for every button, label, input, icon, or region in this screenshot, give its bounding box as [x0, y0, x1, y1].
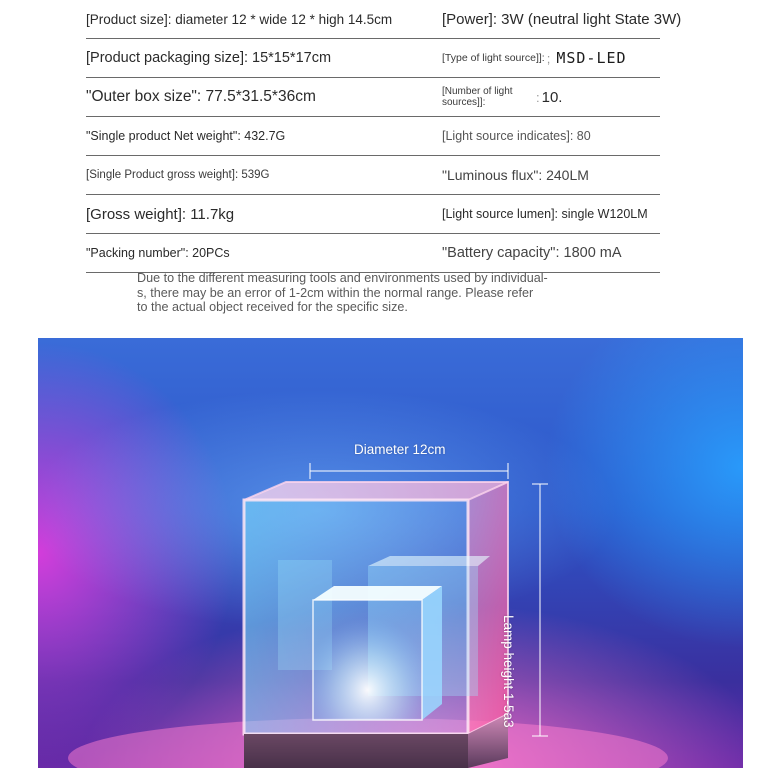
- spec-packaging-size: [Product packaging size]: 15*15*17cm: [86, 50, 332, 66]
- spec-product-size: [Product size]: diameter 12 * wide 12 * high 14.5cm: [86, 11, 393, 27]
- spec-row-gross-weight: [86, 195, 660, 234]
- inner-lit-cube: [313, 586, 442, 720]
- spec-gross-weight: [Gross weight]: 11.7kg: [86, 205, 235, 223]
- spec-light-source-type: [442, 39, 627, 77]
- measurement-disclaimer: [137, 271, 617, 315]
- spec-row-net-weight: [86, 117, 660, 156]
- product-photo: [38, 338, 743, 768]
- cube-lamp-illustration: [38, 338, 743, 768]
- spec-luminous-flux: "Luminous flux": 240LM: [442, 167, 589, 183]
- diameter-label: Diameter 12cm: [354, 442, 446, 457]
- spec-row-outer-box: [86, 78, 660, 117]
- spec-light-source-count-sep: :: [536, 89, 540, 105]
- spec-row-packing-number: [86, 234, 660, 273]
- spec-light-source-lumen: [Light source lumen]: single W120LM: [442, 207, 648, 221]
- disclaimer-line-3: to the actual object received for the specific size.: [137, 300, 408, 314]
- spec-outer-box-size: "Outer box size": 77.5*31.5*36cm: [86, 88, 316, 105]
- spec-light-source-indicates: [Light source indicates]: 80: [442, 129, 591, 143]
- spec-row-packaging-size: [86, 39, 660, 78]
- width-dimension-line: [310, 463, 508, 479]
- spec-power: [Power]: 3W (neutral light State 3W): [442, 10, 682, 28]
- disclaimer-line-2: s, there may be an error of 1-2cm within the normal range. Please refer: [137, 285, 534, 300]
- spec-net-weight: "Single product Net weight": 432.7G: [86, 129, 286, 143]
- spec-table: [86, 0, 682, 273]
- disclaimer-line-1: Due to the different measuring tools and environments used by individual-: [137, 271, 548, 285]
- spec-single-gross-weight: [Single Product gross weight]: 539G: [86, 169, 270, 181]
- height-dimension-line: [532, 484, 548, 736]
- spec-row-product-size: [86, 0, 682, 39]
- lamp-height-label: Lamp height 1-5a3: [501, 615, 516, 728]
- spec-packing-number: "Packing number": 20PCs: [86, 246, 230, 260]
- spec-row-gross-weight-single: [86, 156, 660, 195]
- spec-light-source-type-label: [Type of light source]]:: [442, 52, 545, 64]
- spec-light-source-type-value: MSD-LED: [556, 49, 627, 67]
- spec-light-source-type-sep: ;: [546, 50, 551, 66]
- spec-light-source-count-value: 10.: [541, 88, 563, 106]
- spec-light-source-count-label: [Number of light sources]]:: [442, 86, 513, 108]
- spec-battery-capacity: "Battery capacity": 1800 mA: [442, 245, 622, 261]
- spec-light-source-count: [442, 78, 562, 116]
